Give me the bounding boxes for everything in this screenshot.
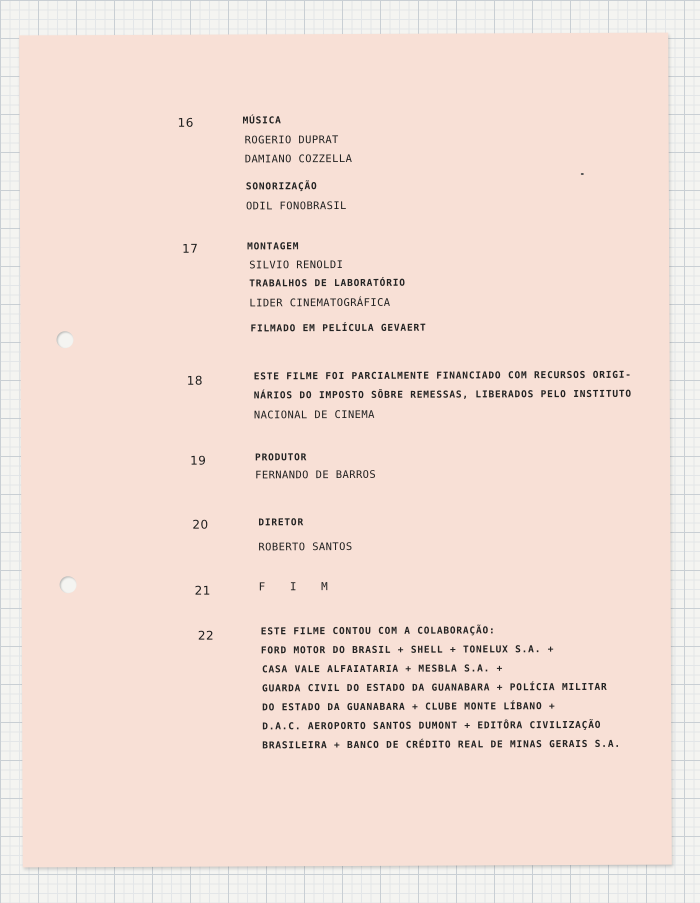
entry-line: DIRETOR <box>258 517 304 529</box>
entry-line: FORD MOTOR DO BRASIL + SHELL + TONELUX S.A. + <box>260 644 555 657</box>
entry-line: CASA VALE ALFAIATARIA + MESBLA S.A. + <box>261 663 504 676</box>
entry-line: ROBERTO SANTOS <box>258 540 353 554</box>
entry-line: PRODUTOR <box>255 452 308 464</box>
entry-number: 20 <box>192 517 209 532</box>
entry-line: BRASILEIRA + BANCO DE CRÉDITO REAL DE MINAS GERAIS S.A. <box>262 738 621 752</box>
punch-hole <box>56 331 73 348</box>
ink-speck <box>581 173 584 175</box>
entry-line: ESTE FILME CONTOU COM A COLABORAÇÃO: <box>260 625 496 638</box>
entry-line: NÁRIOS DO IMPOSTO SÔBRE REMESSAS, LIBERADOS PELO INSTITUTO <box>253 388 632 402</box>
entry-number: 16 <box>177 115 194 130</box>
entry-line: D.A.C. AEROPORTO SANTOS DUMONT + EDITÔRA CIVILIZAÇÃO <box>262 719 602 733</box>
entry-line: GUARDA CIVIL DO ESTADO DA GUANABARA + POLÍCIA MILITAR <box>262 681 608 695</box>
entry-line: LIDER CINEMATOGRÁFICA <box>249 296 391 310</box>
entry-number: 17 <box>182 241 199 256</box>
entry-number: 21 <box>194 583 211 598</box>
entry-line: ODIL FONOBRASIL <box>245 199 347 213</box>
entry-line: MÚSICA <box>242 115 282 127</box>
entry-line: FILMADO EM PELÍCULA GEVAERT <box>250 322 427 335</box>
entry-line: MONTAGEM <box>247 241 300 253</box>
entry-line: DO ESTADO DA GUANABARA + CLUBE MONTE LÍBANO + <box>262 701 556 714</box>
entry-number: 18 <box>186 373 204 388</box>
entry-line: ROGERIO DUPRAT <box>244 134 339 147</box>
entry-number: 19 <box>190 453 207 468</box>
entry-line: SONORIZAÇÃO <box>245 181 318 193</box>
entry-line: DAMIANO COZZELLA <box>244 152 353 166</box>
entry-line: SILVIO RENOLDI <box>249 259 344 272</box>
entry-number: 22 <box>197 628 215 643</box>
entry-line: TRABALHOS DE LABORATÓRIO <box>249 277 406 290</box>
entry-line: FERNANDO DE BARROS <box>255 468 377 482</box>
punch-hole <box>60 576 77 593</box>
entry-line: ESTE FILME FOI PARCIALMENTE FINANCIADO COM RECURSOS ORIGI- <box>253 369 632 383</box>
typed-document-sheet <box>19 33 672 868</box>
entry-line: NACIONAL DE CINEMA <box>253 408 375 422</box>
entry-line: F I M <box>258 580 337 594</box>
